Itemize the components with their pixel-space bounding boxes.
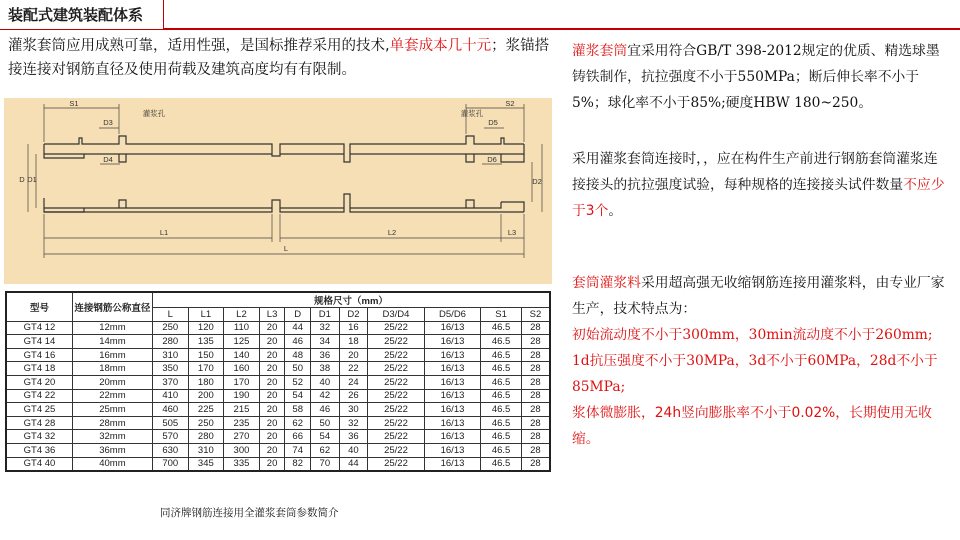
- table-cell: 18mm: [72, 362, 152, 376]
- table-cell: 280: [152, 335, 188, 349]
- table-cell: 40mm: [72, 457, 152, 471]
- dim-label-l: L: [283, 244, 289, 253]
- table-cell: 270: [224, 430, 260, 444]
- table-cell: 20mm: [72, 375, 152, 389]
- test-text-b: 。: [608, 203, 623, 219]
- col-header-diameter: 连接钢筋公称直径: [72, 292, 152, 321]
- table-cell: 12mm: [72, 321, 152, 335]
- table-cell: 170: [224, 375, 260, 389]
- table-cell: 250: [152, 321, 188, 335]
- table-cell: 32: [311, 321, 340, 335]
- test-text-a: 采用灌浆套筒连接时，，应在构件生产前进行钢筋套筒灌浆连接接头的抗拉强度试验，每种规格的连接接头试件数量: [572, 151, 938, 193]
- table-cell: 46.5: [481, 389, 522, 403]
- col-header-spec: 规格尺寸（mm）: [152, 292, 550, 308]
- col-header-d5-d6: D5/D6: [424, 308, 481, 322]
- table-row: [6, 443, 550, 457]
- table-cell: 25/22: [368, 443, 425, 457]
- col-header-s2: S2: [521, 308, 550, 322]
- dim-label-l2: L2: [387, 228, 397, 237]
- table-cell: 30: [339, 403, 368, 417]
- table-cell: 505: [152, 416, 188, 430]
- table-cell: 16/13: [424, 375, 481, 389]
- table-cell: 28: [521, 335, 550, 349]
- table-cell: 20: [259, 416, 285, 430]
- table-cell: 350: [152, 362, 188, 376]
- table-cell: 370: [152, 375, 188, 389]
- intro-paragraph: [8, 34, 556, 82]
- table-cell: 28: [521, 321, 550, 335]
- spec-table: [5, 291, 551, 472]
- table-cell: 16/13: [424, 416, 481, 430]
- table-cell: 16/13: [424, 362, 481, 376]
- table-cell: 28mm: [72, 416, 152, 430]
- table-cell: 16/13: [424, 430, 481, 444]
- table-cell: 28: [521, 389, 550, 403]
- table-cell: 25/22: [368, 416, 425, 430]
- table-cell: 46.5: [481, 375, 522, 389]
- table-cell: 16: [339, 321, 368, 335]
- table-cell: 25/22: [368, 389, 425, 403]
- table-cell: 46.5: [481, 348, 522, 362]
- table-cell: GT4 12: [6, 321, 72, 335]
- table-cell: 38: [311, 362, 340, 376]
- table-cell: 28: [521, 375, 550, 389]
- table-cell: 20: [259, 430, 285, 444]
- intro-highlight: 单套成本几十元: [389, 38, 492, 54]
- table-row: [6, 321, 550, 335]
- table-cell: 570: [152, 430, 188, 444]
- table-cell: GT4 25: [6, 403, 72, 417]
- table-cell: 42: [311, 389, 340, 403]
- table-cell: 16/13: [424, 443, 481, 457]
- table-cell: 28: [521, 348, 550, 362]
- table-cell: 28: [521, 443, 550, 457]
- col-header-model: 型号: [6, 292, 72, 321]
- table-cell: 180: [188, 375, 224, 389]
- title-divider: [164, 28, 960, 30]
- table-cell: GT4 16: [6, 348, 72, 362]
- table-cell: 46.5: [481, 430, 522, 444]
- title-box: [0, 0, 164, 30]
- table-cell: 335: [224, 457, 260, 471]
- col-header-l2: L2: [224, 308, 260, 322]
- table-cell: 46.5: [481, 416, 522, 430]
- table-cell: 74: [285, 443, 311, 457]
- col-header-d2: D2: [339, 308, 368, 322]
- table-cell: 25/22: [368, 457, 425, 471]
- dim-label-d3: D3: [103, 118, 113, 127]
- table-cell: 20: [259, 348, 285, 362]
- table-cell: GT4 32: [6, 430, 72, 444]
- table-cell: 20: [259, 389, 285, 403]
- table-cell: 345: [188, 457, 224, 471]
- table-row: [6, 348, 550, 362]
- table-cell: 46: [311, 403, 340, 417]
- table-row: [6, 457, 550, 471]
- table-cell: 20: [259, 321, 285, 335]
- table-cell: 16/13: [424, 403, 481, 417]
- table-cell: 16/13: [424, 348, 481, 362]
- table-cell: 28: [521, 416, 550, 430]
- grout-feature-2: 1d抗压强度不小于30MPa，3d不小于60MPa，28d不小于85MPa;: [572, 353, 938, 395]
- table-cell: GT4 18: [6, 362, 72, 376]
- table-cell: 200: [188, 389, 224, 403]
- table-cell: 20: [259, 457, 285, 471]
- table-cell: 700: [152, 457, 188, 471]
- spec-table-body: [6, 321, 550, 471]
- table-cell: 22: [339, 362, 368, 376]
- table-cell: 190: [224, 389, 260, 403]
- table-cell: 20: [259, 443, 285, 457]
- table-caption: 同济牌钢筋连接用全灌浆套筒参数简介: [160, 507, 339, 519]
- table-row: [6, 416, 550, 430]
- table-cell: 630: [152, 443, 188, 457]
- table-row: [6, 335, 550, 349]
- table-cell: 52: [285, 375, 311, 389]
- table-cell: 28: [521, 362, 550, 376]
- table-cell: 36mm: [72, 443, 152, 457]
- table-cell: 25/22: [368, 335, 425, 349]
- dim-label-s2: S2: [505, 99, 515, 108]
- table-cell: 235: [224, 416, 260, 430]
- dim-label-d1: D1: [27, 175, 37, 184]
- dim-label-l1: L1: [159, 228, 169, 237]
- table-cell: 150: [188, 348, 224, 362]
- table-cell: 40: [339, 443, 368, 457]
- table-cell: 16/13: [424, 335, 481, 349]
- grout-paragraph: [572, 270, 948, 452]
- page-title: 装配式建筑装配体系: [8, 6, 144, 24]
- table-cell: 36: [311, 348, 340, 362]
- sleeve-material-text: 宜采用符合GB/T 398-2012规定的优质、精选球墨铸铁制作，抗拉强度不小于550MPa；断后伸长率不小于5%；球化率不小于85%;硬度HBW 180~250。: [572, 43, 940, 111]
- table-cell: 20: [259, 403, 285, 417]
- sleeve-drawing: [4, 98, 552, 284]
- table-cell: 50: [285, 362, 311, 376]
- test-requirement-paragraph: [572, 146, 948, 224]
- dim-label-l3: L3: [507, 228, 517, 237]
- sleeve-term: 灌浆套筒: [572, 43, 628, 59]
- table-cell: 170: [188, 362, 224, 376]
- table-cell: 20: [259, 375, 285, 389]
- grout-feature-3: 浆体微膨胀，24h竖向膨胀率不小于0.02%，长期使用无收缩。: [572, 405, 932, 447]
- table-cell: 46.5: [481, 362, 522, 376]
- sleeve-material-paragraph: [572, 38, 948, 116]
- table-row: [6, 362, 550, 376]
- table-cell: 28: [521, 430, 550, 444]
- table-cell: 20: [339, 348, 368, 362]
- grout-hole-label-left: 灌浆孔: [142, 109, 166, 118]
- table-cell: 225: [188, 403, 224, 417]
- table-row: [6, 389, 550, 403]
- table-cell: 46.5: [481, 457, 522, 471]
- table-cell: 14mm: [72, 335, 152, 349]
- table-cell: 140: [224, 348, 260, 362]
- table-cell: 26: [339, 389, 368, 403]
- table-cell: 110: [224, 321, 260, 335]
- table-cell: 24: [339, 375, 368, 389]
- dim-label-d2: D2: [532, 177, 542, 186]
- table-cell: 125: [224, 335, 260, 349]
- table-cell: 120: [188, 321, 224, 335]
- grout-term: 套筒灌浆料: [572, 275, 641, 291]
- dim-label-d4: D4: [103, 155, 113, 164]
- table-cell: 58: [285, 403, 311, 417]
- table-cell: 46.5: [481, 403, 522, 417]
- dim-label-d: D: [19, 175, 25, 184]
- table-cell: 48: [285, 348, 311, 362]
- table-cell: 44: [285, 321, 311, 335]
- table-cell: 62: [311, 443, 340, 457]
- table-cell: GT4 40: [6, 457, 72, 471]
- table-cell: 40: [311, 375, 340, 389]
- table-row: [6, 430, 550, 444]
- table-cell: 36: [339, 430, 368, 444]
- table-row: [6, 403, 550, 417]
- table-cell: 46.5: [481, 335, 522, 349]
- col-header-l1: L1: [188, 308, 224, 322]
- table-cell: 20: [259, 335, 285, 349]
- table-cell: 20: [259, 362, 285, 376]
- col-header-l: L: [152, 308, 188, 322]
- table-cell: 16/13: [424, 321, 481, 335]
- table-cell: GT4 14: [6, 335, 72, 349]
- table-cell: 28: [521, 457, 550, 471]
- table-cell: 32: [339, 416, 368, 430]
- table-cell: 34: [311, 335, 340, 349]
- sleeve-diagram: [4, 98, 552, 284]
- dim-label-d5: D5: [488, 118, 498, 127]
- col-header-d3-d4: D3/D4: [368, 308, 425, 322]
- table-cell: 16/13: [424, 389, 481, 403]
- table-cell: 16/13: [424, 457, 481, 471]
- col-header-d: D: [285, 308, 311, 322]
- table-cell: 310: [152, 348, 188, 362]
- table-cell: 44: [339, 457, 368, 471]
- col-header-d1: D1: [311, 308, 340, 322]
- table-cell: 18: [339, 335, 368, 349]
- table-cell: 25/22: [368, 430, 425, 444]
- table-cell: 46: [285, 335, 311, 349]
- col-header-s1: S1: [481, 308, 522, 322]
- grout-text: 采用超高强无收缩钢筋连接用灌浆料，由专业厂家生产，技术特点为：: [572, 275, 945, 317]
- dim-label-s1: S1: [69, 99, 79, 108]
- table-cell: 22mm: [72, 389, 152, 403]
- table-cell: 410: [152, 389, 188, 403]
- table-cell: 46.5: [481, 443, 522, 457]
- table-cell: 28: [521, 403, 550, 417]
- table-cell: 460: [152, 403, 188, 417]
- table-cell: 16mm: [72, 348, 152, 362]
- table-cell: 135: [188, 335, 224, 349]
- table-cell: GT4 20: [6, 375, 72, 389]
- table-cell: 25/22: [368, 403, 425, 417]
- table-cell: 32mm: [72, 430, 152, 444]
- table-cell: 54: [311, 430, 340, 444]
- table-cell: 215: [224, 403, 260, 417]
- table-cell: 25/22: [368, 348, 425, 362]
- table-cell: GT4 36: [6, 443, 72, 457]
- col-header-l3: L3: [259, 308, 285, 322]
- table-cell: 50: [311, 416, 340, 430]
- test-count-highlight: 不应少于3个: [572, 177, 945, 219]
- table-cell: 280: [188, 430, 224, 444]
- dim-label-d6: D6: [487, 155, 497, 164]
- table-cell: 160: [224, 362, 260, 376]
- grout-feature-1: 初始流动度不小于300mm，30min流动度不小于260mm;: [572, 327, 933, 343]
- table-row: [6, 375, 550, 389]
- table-cell: 70: [311, 457, 340, 471]
- table-cell: 310: [188, 443, 224, 457]
- table-cell: GT4 22: [6, 389, 72, 403]
- table-cell: 62: [285, 416, 311, 430]
- grout-hole-label-right: 灌浆孔: [460, 109, 484, 118]
- table-cell: 25/22: [368, 362, 425, 376]
- table-cell: 300: [224, 443, 260, 457]
- table-cell: 54: [285, 389, 311, 403]
- table-cell: 82: [285, 457, 311, 471]
- intro-text-2: ；浆锚搭接连接对钢筋直径及使用荷载及建筑高度均有有限制。: [8, 38, 550, 78]
- table-cell: 46.5: [481, 321, 522, 335]
- intro-text-1: 灌浆套筒应用成熟可靠，适用性强，是国标推荐采用的技术,: [8, 38, 390, 54]
- table-cell: 25/22: [368, 321, 425, 335]
- table-cell: GT4 28: [6, 416, 72, 430]
- table-cell: 66: [285, 430, 311, 444]
- table-cell: 250: [188, 416, 224, 430]
- table-cell: 25/22: [368, 375, 425, 389]
- table-cell: 25mm: [72, 403, 152, 417]
